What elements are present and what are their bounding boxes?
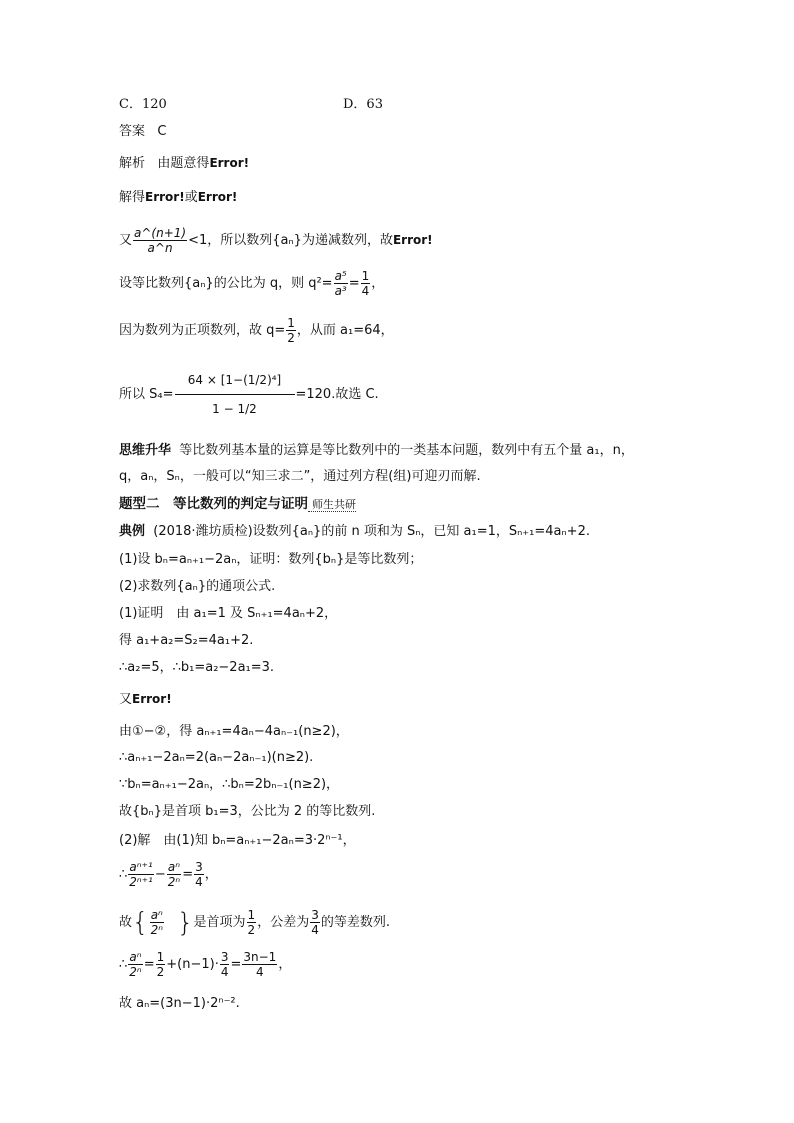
analysis-text: 由题意得 [157,156,210,171]
q-eq: = [348,276,360,291]
q-tail: ， [371,276,385,291]
s4-eq1: = [143,957,155,972]
s4-r-d: 4 [256,965,264,979]
s4-mid: +(n−1)· [166,957,219,972]
s4-d-n: 3 [220,950,229,964]
sum-numer: 64 × [1−(1/2)⁴] [175,366,295,395]
error-placeholder: Error! [392,233,433,247]
sum-fraction [175,366,295,423]
answer-label: 答案 [119,124,146,139]
analysis-label: 解析 [119,156,146,171]
s4-h-n: 1 [156,950,165,964]
s4-d-d: 4 [220,965,229,979]
pos-fraction [286,316,296,345]
question-2: (2)求数列{aₙ}的通项公式. [119,579,276,594]
summary-text-1: 等比数列基本量的运算是等比数列中的一类基本问题，数列中有五个量 a₁，n， [179,443,634,458]
solved-line [119,188,237,207]
q-step [119,266,384,302]
s2-frac-1 [128,860,154,889]
s3-half [247,908,257,937]
solution-1: (2)解 由(1)知 bₙ=aₙ₊₁−2aₙ=3·2ⁿ⁻¹， [119,833,356,848]
pos-f-num: 1 [287,316,295,330]
s2-f3d: 4 [195,875,203,889]
proof-8: 故{bₙ}是首项 b₁=3，公比为 2 的等比数列. [119,804,376,819]
summary-line-1 [119,442,634,460]
ratio-prefix: 又 [119,233,133,248]
s2-f3n: 3 [195,860,203,874]
s3-fn: aⁿ [150,908,163,922]
s3-text2: ，公差为 [257,915,310,930]
q-f2-den: 4 [361,284,370,298]
solution-5: 故 aₙ=(3n−1)·2ⁿ⁻². [119,996,240,1011]
option-d: D．63 [343,97,383,112]
s3-text1: 是首项为 [193,915,246,930]
s2-frac-2 [167,860,181,889]
left-brace-icon: { [132,907,149,938]
s4-r-n: 3n−1 [243,950,277,964]
example-label: 典例 [119,524,146,539]
option-c: C．120 [119,97,167,112]
s3-h-d: 2 [247,923,256,937]
section-heading [119,495,356,514]
s4-diff [220,950,230,979]
ratio-text: <1，所以数列{aₙ}为递减数列，故 [188,233,393,248]
proof-7: ∵bₙ=aₙ₊₁−2aₙ，∴bₙ=2bₙ₋₁(n≥2)， [119,777,340,792]
s2-prefix: ∴ [119,867,128,882]
q-f2-num: 1 [361,269,370,283]
sum-step [119,362,379,428]
s2-f1d: 2ⁿ⁺¹ [129,875,153,889]
example-line [119,523,590,541]
ratio-den: a^n [147,241,173,255]
s4-fn: aⁿ [129,950,142,964]
s2-frac-3 [194,860,204,889]
s3-prefix: 故 [119,915,133,930]
solved-or: 或 [184,190,198,205]
proof-6: ∴aₙ₊₁−2aₙ=2(aₙ−2aₙ₋₁)(n≥2). [119,750,314,765]
s3-h-n: 1 [247,908,256,922]
s4-result [242,950,277,979]
proof-2: 得 a₁+a₂=S₂=4a₁+2. [119,633,254,648]
sum-tail: =120.故选 C. [295,387,379,402]
q-text: 设等比数列{aₙ}的公比为 q，则 q²= [119,276,333,291]
sum-prefix: 所以 S₄= [119,387,174,402]
analysis-line [119,154,249,173]
s2-eq: = [182,867,194,882]
proof-5: 由①−②，得 aₙ₊₁=4aₙ−4aₙ₋₁(n≥2)， [119,724,349,739]
proof-4 [119,690,172,709]
q-fraction-2 [361,269,371,298]
s3-diff [310,908,320,937]
answer-line [119,123,167,141]
s2-f1n: aⁿ⁺¹ [129,860,153,874]
error-placeholder: Error! [197,190,238,204]
positive-step [119,313,394,349]
s3-text3: 的等差数列. [320,915,390,930]
error-placeholder: Error! [145,190,185,204]
q-fraction-1 [334,269,348,298]
s4-fd: 2ⁿ [129,965,142,979]
s4-tail: ， [278,957,292,972]
s4-h-d: 2 [156,965,165,979]
solution-4 [119,946,291,984]
s3-fd: 2ⁿ [150,923,163,937]
s3-d-d: 4 [311,923,319,937]
s2-tail: ， [204,867,218,882]
question-1: (1)设 bₙ=aₙ₊₁−2aₙ，证明：数列{bₙ}是等比数列； [119,552,423,567]
s4-prefix: ∴ [119,957,128,972]
s2-minus: − [154,867,166,882]
q-f1-num: a⁵ [334,269,347,283]
summary-label: 思维升华 [119,443,172,458]
s2-f2d: 2ⁿ [167,875,181,889]
solution-3 [119,904,390,942]
example-text: (2018·潍坊质检)设数列{aₙ}的前 n 项和为 Sₙ，已知 a₁=1，Sₙ₊₁=4aₙ+2. [153,524,590,539]
summary-line-2: q，aₙ，Sₙ，一般可以“知三求二”，通过列方程(组)可迎刃而解. [119,469,481,484]
proof-4-prefix: 又 [119,692,133,707]
pos-text: 因为数列为正项数列，故 q= [119,323,286,338]
error-placeholder: Error! [209,156,250,170]
s3-frac [150,908,164,937]
s4-frac [128,950,142,979]
ratio-fraction [133,226,187,255]
solution-2 [119,856,218,894]
proof-1: (1)证明 由 a₁=1 及 Sₙ₊₁=4aₙ+2， [119,606,338,621]
pos-f-den: 2 [287,331,295,345]
solved-prefix: 解得 [119,190,146,205]
proof-3: ∴a₂=5，∴b₁=a₂−2a₁=3. [119,660,275,675]
ratio-step [119,222,433,259]
section-tag: 师生共研 [308,498,356,512]
q-f1-den: a³ [334,284,347,298]
pos-tail: ，从而 a₁=64， [296,323,394,338]
ratio-num: a^(n+1) [134,226,187,240]
s3-d-n: 3 [311,908,319,922]
answer-value: C [157,124,167,139]
section-title: 题型二 等比数列的判定与证明 [119,496,308,512]
s2-f2n: aⁿ [167,860,181,874]
s4-eq2: = [230,957,242,972]
sum-denom: 1 − 1/2 [212,402,257,416]
error-placeholder: Error! [132,692,172,706]
right-brace-icon: } [176,907,194,938]
s4-half [156,950,166,979]
